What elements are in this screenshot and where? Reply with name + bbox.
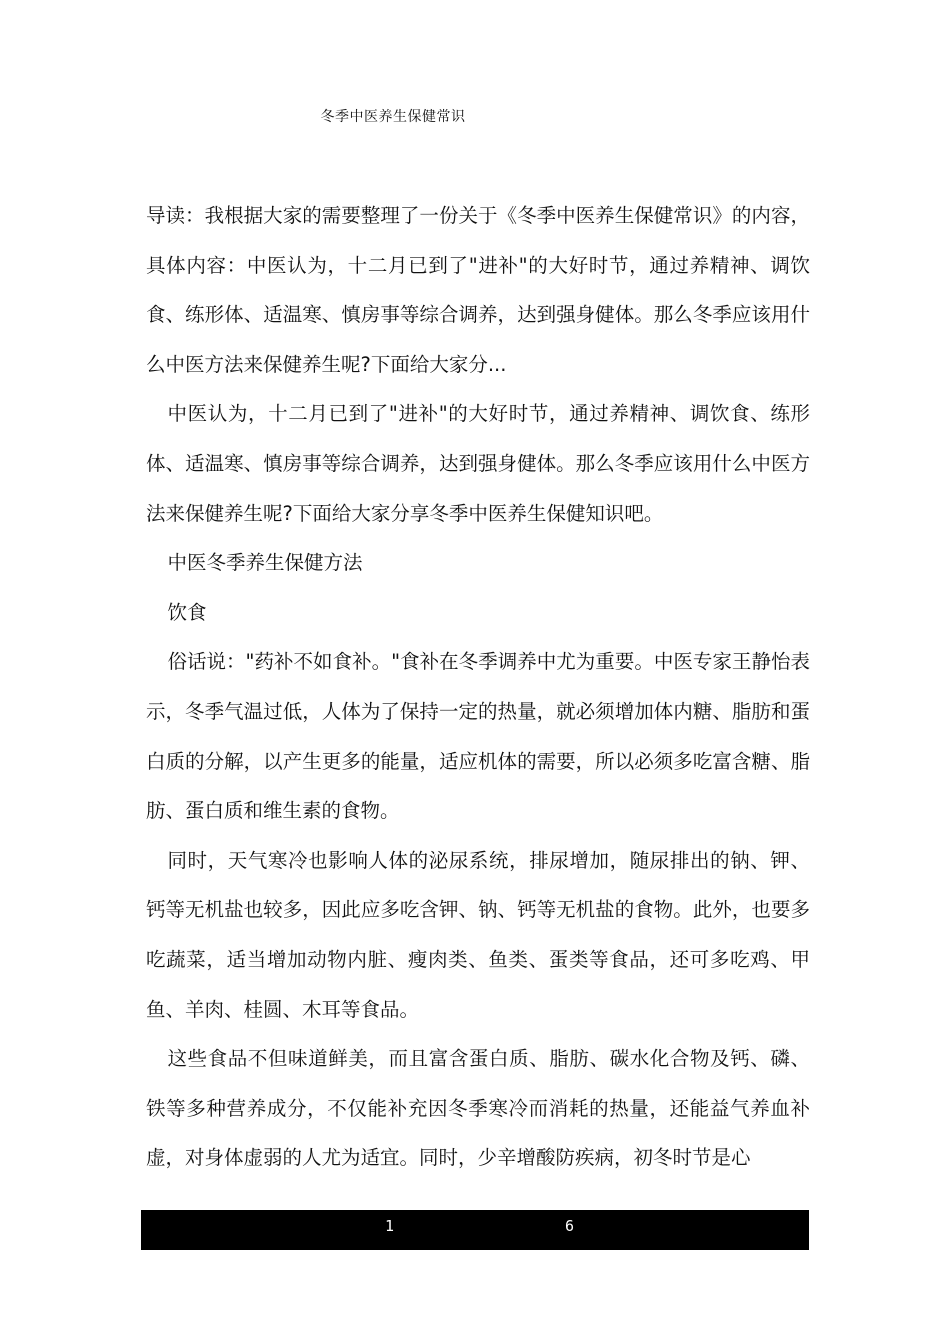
- body-paragraph: 俗话说："药补不如食补。"食补在冬季调养中尤为重要。中医专家王静怡表示，冬季气温过低，人体为了保持一定的热量，就必须增加体内糖、脂肪和蛋白质的分解，以产生更多的能量，适应机体的需要，所以必须多吃富含糖、脂肪、蛋白质和维生素的食物。: [146, 650, 810, 823]
- subsection-heading: 饮食: [167, 600, 207, 624]
- page-total: 6: [565, 1217, 575, 1235]
- intro-paragraph: 导读：我根据大家的需要整理了一份关于《冬季中医养生保健常识》的内容，具体内容：中医认为，十二月已到了"进补"的大好时节，通过养精神、调饮食、练形体、适温寒、慎房事等综合调养，达到强身健体。那么冬季应该用什么中医方法来保健养生呢?下面给大家分...: [146, 204, 810, 376]
- section-heading: 中医冬季养生保健方法: [167, 551, 363, 575]
- body-paragraph: 同时，天气寒冷也影响人体的泌尿系统，排尿增加，随尿排出的钠、钾、钙等无机盐也较多，因此应多吃含钾、钠、钙等无机盐的食物。此外，也要多吃蔬菜，适当增加动物内脏、瘦肉类、鱼类、蛋类等食品，还可多吃鸡、甲鱼、羊肉、桂圆、木耳等食品。: [146, 848, 810, 1021]
- body-paragraph: 这些食品不但味道鲜美，而且富含蛋白质、脂肪、碳水化合物及钙、磷、铁等多种营养成分，不仅能补充因冬季寒冷而消耗的热量，还能益气养血补虚，对身体虚弱的人尤为适宜。同时，少辛增酸防疾病，初冬时节是心: [146, 1047, 810, 1170]
- page-footer: [141, 1210, 809, 1250]
- page-number: 1: [385, 1217, 395, 1235]
- document-title: 冬季中医养生保健常识: [320, 109, 466, 125]
- document-body: [146, 191, 810, 1183]
- body-paragraph: 中医认为，十二月已到了"进补"的大好时节，通过养精神、调饮食、练形体、适温寒、慎房事等综合调养，达到强身健体。那么冬季应该用什么中医方法来保健养生呢?下面给大家分享冬季中医养生保健知识吧。: [146, 402, 810, 525]
